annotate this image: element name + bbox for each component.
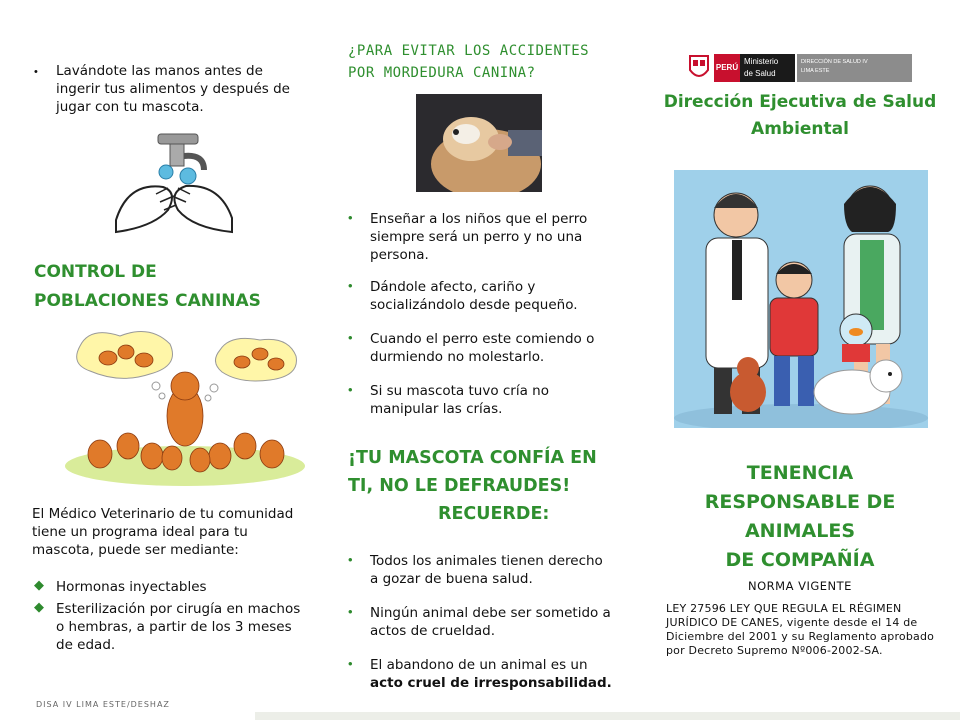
text-line: El Médico Veterinario de tu comunidad	[32, 506, 294, 522]
law-text	[666, 602, 956, 658]
heading-line: ¿PARA EVITAR LOS ACCIDENTES	[348, 43, 590, 59]
text-line: Dándole afecto, cariño y	[370, 279, 536, 295]
child-with-dog-photo	[416, 94, 542, 192]
green-bullet-dot: ◆	[34, 577, 44, 592]
list-item	[370, 278, 640, 314]
green-bullet-dot: •	[348, 656, 353, 671]
list-item	[370, 552, 640, 588]
text-line: Esterilización por cirugía en machos	[56, 601, 301, 617]
text-line: durmiendo no molestarlo.	[370, 349, 545, 365]
text-line: mascota, puede ser mediante:	[32, 542, 239, 558]
option-esterilizacion	[56, 600, 318, 654]
title-line: DE COMPAÑÍA	[725, 549, 875, 571]
bullet-dot: •	[34, 66, 38, 78]
green-bullet-dot: •	[348, 330, 353, 345]
green-bullet-dot: •	[348, 210, 353, 225]
text-line: de edad.	[56, 637, 116, 653]
title-line: RESPONSABLE DE	[704, 491, 896, 513]
heading-line: ¡TU MASCOTA CONFÍA EN	[348, 448, 597, 468]
coat-of-arms-icon	[688, 52, 710, 84]
list-item	[370, 656, 640, 692]
office-line: LIMA ESTE	[801, 68, 830, 74]
office-block	[797, 54, 912, 82]
slogan-heading	[348, 444, 633, 528]
heading-line: POBLACIONES CANINAS	[34, 291, 261, 311]
text-line: Si su mascota tuvo cría no	[370, 383, 549, 399]
text-line: siempre será un perro y no una	[370, 229, 583, 245]
main-title	[640, 459, 960, 575]
handwash-text	[56, 62, 316, 116]
norma-label: NORMA VIGENTE	[748, 579, 852, 593]
ministry-block	[740, 54, 795, 82]
text-line: por Decreto Supremo Nº006-2002-SA.	[666, 644, 883, 657]
title-line: TENENCIA	[746, 462, 854, 484]
text-line: actos de crueldad.	[370, 623, 496, 639]
list-item	[370, 210, 640, 264]
text-line: acto cruel de irresponsabilidad.	[370, 675, 612, 691]
ministry-line: Ministerio	[744, 57, 779, 66]
heading-line: TI, NO LE DEFRAUDES!	[348, 476, 571, 496]
dog-population-illustration	[60, 326, 310, 496]
text-line: Todos los animales tienen derecho	[370, 553, 603, 569]
text-line: Cuando el perro este comiendo o	[370, 331, 595, 347]
text-line: persona.	[370, 247, 429, 263]
title-line: Dirección Ejecutiva de Salud	[663, 92, 937, 112]
text-line: ingerir tus alimentos y después de	[56, 81, 290, 97]
list-item	[370, 330, 640, 366]
text-line: Ningún animal debe ser sometido a	[370, 605, 611, 621]
text-line: Diciembre del 2001 y su Reglamento aprobado	[666, 630, 935, 643]
text-line: jugar con tu mascota.	[56, 99, 204, 115]
text-line: El abandono de un animal es un	[370, 657, 588, 673]
office-line: DIRECCIÓN DE SALUD IV	[801, 59, 868, 65]
bottom-strip	[255, 712, 960, 720]
ministry-logo	[688, 50, 913, 86]
heading-line: CONTROL DE	[34, 262, 157, 282]
option-hormonas	[56, 578, 316, 596]
handwashing-illustration	[108, 132, 240, 242]
text-line: JURÍDICO DE CANES, vigente desde el 14 de	[666, 616, 918, 629]
left-panel	[0, 0, 320, 720]
department-title	[640, 89, 960, 143]
text-line: socializándolo desde pequeño.	[370, 297, 578, 313]
text-line: a gozar de buena salud.	[370, 571, 533, 587]
text-line: Lavándote las manos antes de	[56, 63, 263, 79]
veterinarian-paragraph	[32, 505, 317, 559]
green-bullet-dot: •	[348, 382, 353, 397]
text-line: o hembras, a partir de los 3 meses	[56, 619, 292, 635]
heading-line: POR MORDEDURA CANINA?	[348, 65, 536, 81]
accidents-heading	[348, 40, 589, 84]
green-bullet-dot: •	[348, 604, 353, 619]
title-line: Ambiental	[751, 119, 849, 139]
green-bullet-dot: •	[348, 278, 353, 293]
heading-line: RECUERDE:	[438, 504, 550, 524]
list-item	[370, 382, 640, 418]
footer-credit: DISA IV LIMA ESTE/DESHAZ	[36, 700, 170, 709]
text-line: LEY 27596 LEY QUE REGULA EL RÉGIMEN	[666, 602, 902, 615]
green-bullet-dot: •	[348, 552, 353, 567]
veterinary-family-illustration	[674, 170, 928, 428]
ministry-line: de Salud	[744, 69, 776, 78]
middle-panel	[320, 0, 640, 720]
peru-label: PERÚ	[714, 54, 740, 82]
green-bullet-dot: ◆	[34, 599, 44, 614]
text-line: Enseñar a los niños que el perro	[370, 211, 588, 227]
title-line: ANIMALES	[744, 520, 856, 542]
text-line: tiene un programa ideal para tu	[32, 524, 248, 540]
list-item	[370, 604, 640, 640]
right-panel	[640, 0, 960, 720]
control-heading	[34, 258, 261, 316]
text-line: Hormonas inyectables	[56, 579, 207, 595]
text-line: manipular las crías.	[370, 401, 503, 417]
